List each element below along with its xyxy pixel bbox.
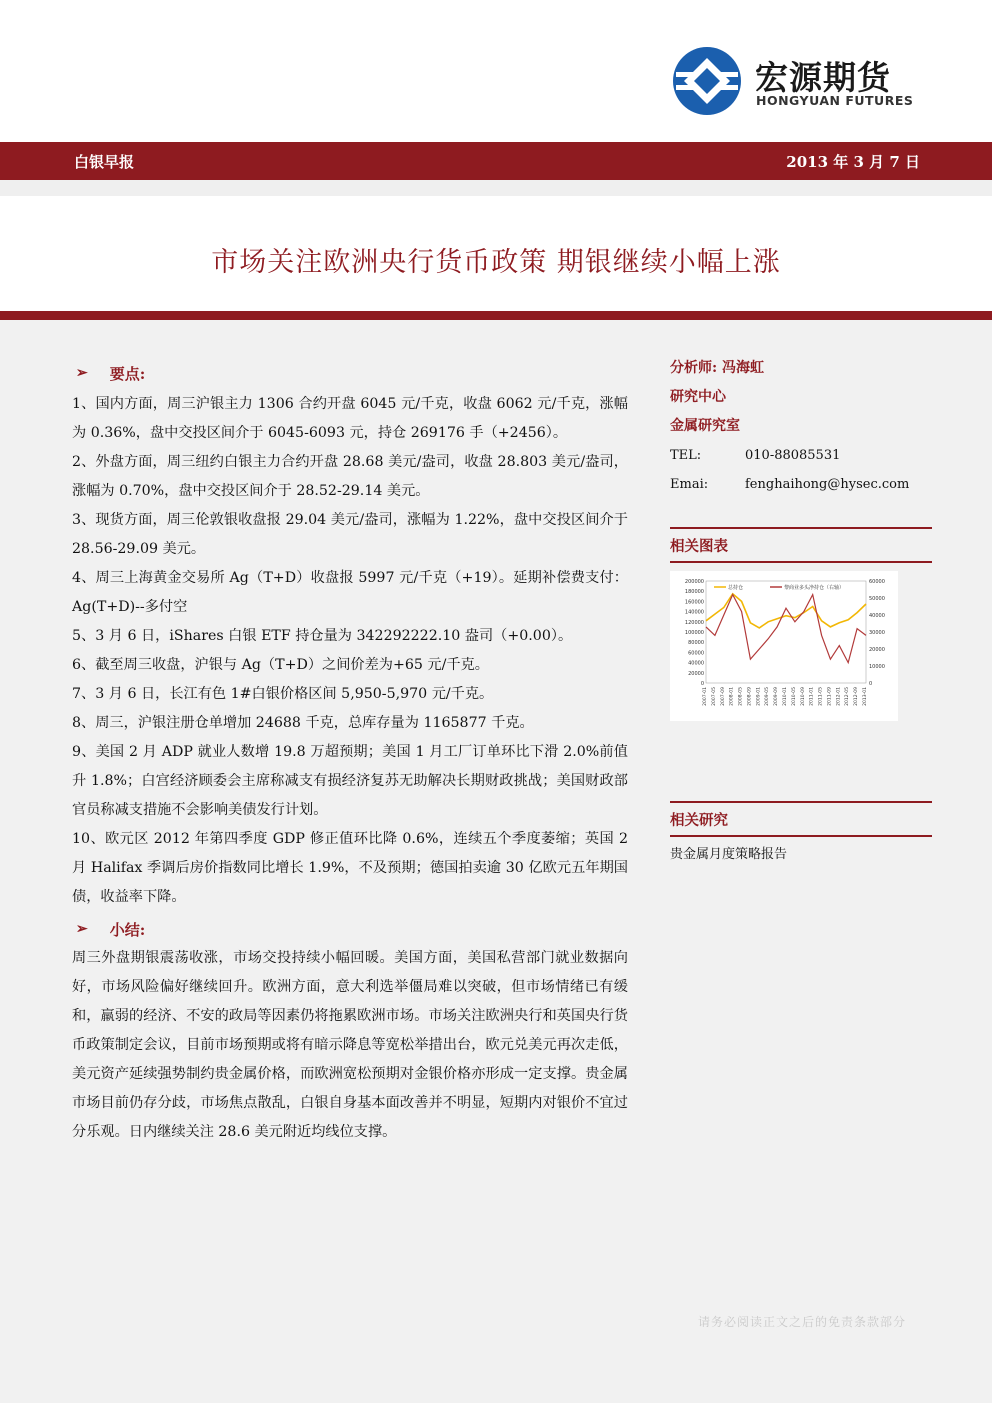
x-tick-label: 2008-01 <box>729 687 735 706</box>
y-left-tick-label: 60000 <box>688 650 704 657</box>
y-left-tick-label: 0 <box>700 681 704 687</box>
x-tick-label: 2008-05 <box>738 687 744 706</box>
x-tick-label: 2008-09 <box>747 687 753 706</box>
analyst-tel: TEL: 010-88085531 <box>670 448 841 463</box>
key-point-item: 8、周三，沪银注册仓单增加 24688 千克，总库存量为 1165877 千克。 <box>72 715 534 731</box>
y-left-tick-label: 120000 <box>684 619 704 626</box>
report-title: 市场关注欧洲央行货币政策 期银继续小幅上涨 <box>211 247 781 278</box>
y-right-tick-label: 50000 <box>869 596 885 602</box>
plot-area <box>706 581 866 683</box>
analyst-email: Emai: fenghaihong@hysec.com <box>670 470 932 499</box>
position-chart <box>670 571 898 721</box>
divider <box>0 180 992 196</box>
x-tick-label: 2010-05 <box>791 687 797 706</box>
series-line-0 <box>706 594 866 628</box>
related-research-box <box>670 801 932 862</box>
y-left-tick-label: 140000 <box>684 609 704 616</box>
analyst-dept: 研究中心 <box>670 389 726 405</box>
brand-name-en: HONGYUAN FUTURES <box>756 93 914 108</box>
y-right-tick-label: 30000 <box>869 630 885 636</box>
divider <box>670 835 932 837</box>
key-points-list <box>72 390 628 912</box>
x-tick-label: 2012-09 <box>854 687 860 706</box>
key-point-item: 6、截至周三收盘，沪银与 Ag（T+D）之间价差为+65 元/千克。 <box>72 657 489 673</box>
series-line-1 <box>706 595 866 663</box>
y-right-tick-label: 10000 <box>869 664 885 670</box>
x-tick-label: 2007-09 <box>720 687 726 706</box>
report-info-bar <box>0 142 992 180</box>
related-research-item[interactable]: 贵金属月度策略报告 <box>670 847 788 862</box>
y-left-tick-label: 200000 <box>684 579 704 585</box>
key-point-item: 7、3 月 6 日，长江有色 1#白银价格区间 5,950-5,970 元/千克。 <box>72 686 494 702</box>
x-tick-label: 2011-09 <box>827 687 833 706</box>
arrow-icon: ➢ <box>76 365 88 381</box>
report-body <box>0 320 992 1403</box>
y-left-tick-label: 180000 <box>684 589 704 596</box>
analyst-name: 分析师: 冯海虹 <box>670 360 765 376</box>
key-point-item: 5、3 月 6 日，iShares 白银 ETF 持仓量为 342292222.10 盎司（+0.00）。 <box>72 628 573 644</box>
key-points-heading: ➢ 要点: <box>76 364 146 383</box>
legend-label: 总持仓 <box>728 585 744 591</box>
x-tick-label: 2011-01 <box>809 687 815 706</box>
x-tick-label: 2010-09 <box>800 687 806 706</box>
key-point-item: 3、现货方面，周三伦敦银收盘报 29.04 美元/盎司，涨幅为 1.22%，盘中交投区间介于 28.56-29.09 美元。 <box>72 512 628 557</box>
legend-label: 黎商业多头净持仓（右轴） <box>784 585 845 591</box>
y-right-tick-label: 60000 <box>869 579 885 585</box>
summary-text: 周三外盘期银震荡收涨，市场交投持续小幅回暖。美国方面，美国私营部门就业数据向好，市场风险偏好继续回升。欧洲方面，意大利选举僵局难以突破，但市场情绪已有缓和，羸弱的经济、不安的政局等因素仍将拖累欧洲市场。市场关注欧洲央行和英国央行货币政策制定会议，目前市场预期或将有暗示降息等宽松举措出台，欧元兑美元再次走低，美元资产延续强势制约贵金属价格，而欧洲宽松预期对金银价格亦形成一定支撑。贵金属市场目前仍存分歧，市场焦点散乱，白银自身基本面改善并不明显，短期内对银价不宜过分乐观。日内继续关注 28.6 美元附近均线位支撑。 <box>72 950 628 1140</box>
x-tick-label: 2013-01 <box>863 687 868 706</box>
email-link[interactable]: fenghaihong@hysec.com <box>745 477 910 492</box>
report-type: 白银早报 <box>74 153 135 171</box>
x-tick-label: 2009-01 <box>756 687 762 706</box>
x-tick-label: 2007-05 <box>711 687 717 706</box>
summary-heading: ➢ 小结: <box>76 920 146 939</box>
related-chart-heading: 相关图表 <box>670 527 932 561</box>
x-tick-label: 2009-05 <box>765 687 771 706</box>
divider <box>670 561 932 563</box>
y-left-tick-label: 100000 <box>684 630 704 636</box>
key-point-item: 2、外盘方面，周三纽约白银主力合约开盘 28.68 美元/盎司，收盘 28.803 美元/盎司，涨幅为 0.70%，盘中交投区间介于 28.52-29.14 美元。 <box>72 454 628 499</box>
x-tick-label: 2007-01 <box>703 687 708 706</box>
report-date: 2013 年 3 月 7 日 <box>786 153 920 171</box>
related-chart-box <box>670 527 932 721</box>
divider <box>0 311 992 320</box>
x-tick-label: 2011-05 <box>818 687 824 706</box>
y-left-tick-label: 40000 <box>688 660 704 667</box>
analyst-team: 金属研究室 <box>670 418 740 434</box>
y-left-tick-label: 20000 <box>688 670 704 677</box>
y-right-tick-label: 20000 <box>869 647 885 653</box>
main-column <box>72 358 628 1147</box>
x-tick-label: 2012-01 <box>836 687 842 706</box>
y-left-tick-label: 80000 <box>688 640 704 647</box>
sidebar <box>670 354 932 862</box>
position-chart-svg <box>670 571 898 721</box>
key-point-item: 10、欧元区 2012 年第四季度 GDP 修正值环比降 0.6%，连续五个季度萎缩；英国 2 月 Halifax 季调后房价指数同比增长 1.9%，不及预期；德国拍卖逾 30 亿欧元五年期国债，收益率下降。 <box>72 831 628 905</box>
arrow-icon: ➢ <box>76 921 88 937</box>
related-research-heading: 相关研究 <box>670 801 932 835</box>
hongyuan-logo-icon <box>672 46 742 116</box>
y-right-tick-label: 40000 <box>869 613 885 619</box>
key-point-item: 4、周三上海黄金交易所 Ag（T+D）收盘报 5997 元/千克（+19）。延期补偿费支付：Ag(T+D)--多付空 <box>72 570 628 615</box>
key-point-item: 1、国内方面，周三沪银主力 1306 合约开盘 6045 元/千克，收盘 6062 元/千克，涨幅为 0.36%，盘中交投区间介于 6045-6093 元，持仓 269176 手（+2456）。 <box>72 396 628 441</box>
disclaimer-note: 请务必阅读正文之后的免责条款部分 <box>697 1315 906 1329</box>
y-right-tick-label: 0 <box>869 681 873 687</box>
brand-name-cn: 宏源期货 <box>755 58 891 97</box>
x-tick-label: 2010-01 <box>783 687 788 706</box>
report-header <box>0 0 992 142</box>
x-tick-label: 2009-09 <box>774 687 780 706</box>
y-left-tick-label: 160000 <box>684 599 704 606</box>
x-tick-label: 2012-05 <box>845 687 851 706</box>
key-point-item: 9、美国 2 月 ADP 就业人数增 19.8 万超预期；美国 1 月工厂订单环比下滑 2.0%前值升 1.8%；白宫经济顾委会主席称减支有损经济复苏无助解决长期财政挑战；美国财政部官员称减支措施不会影响美债发行计划。 <box>72 744 628 818</box>
